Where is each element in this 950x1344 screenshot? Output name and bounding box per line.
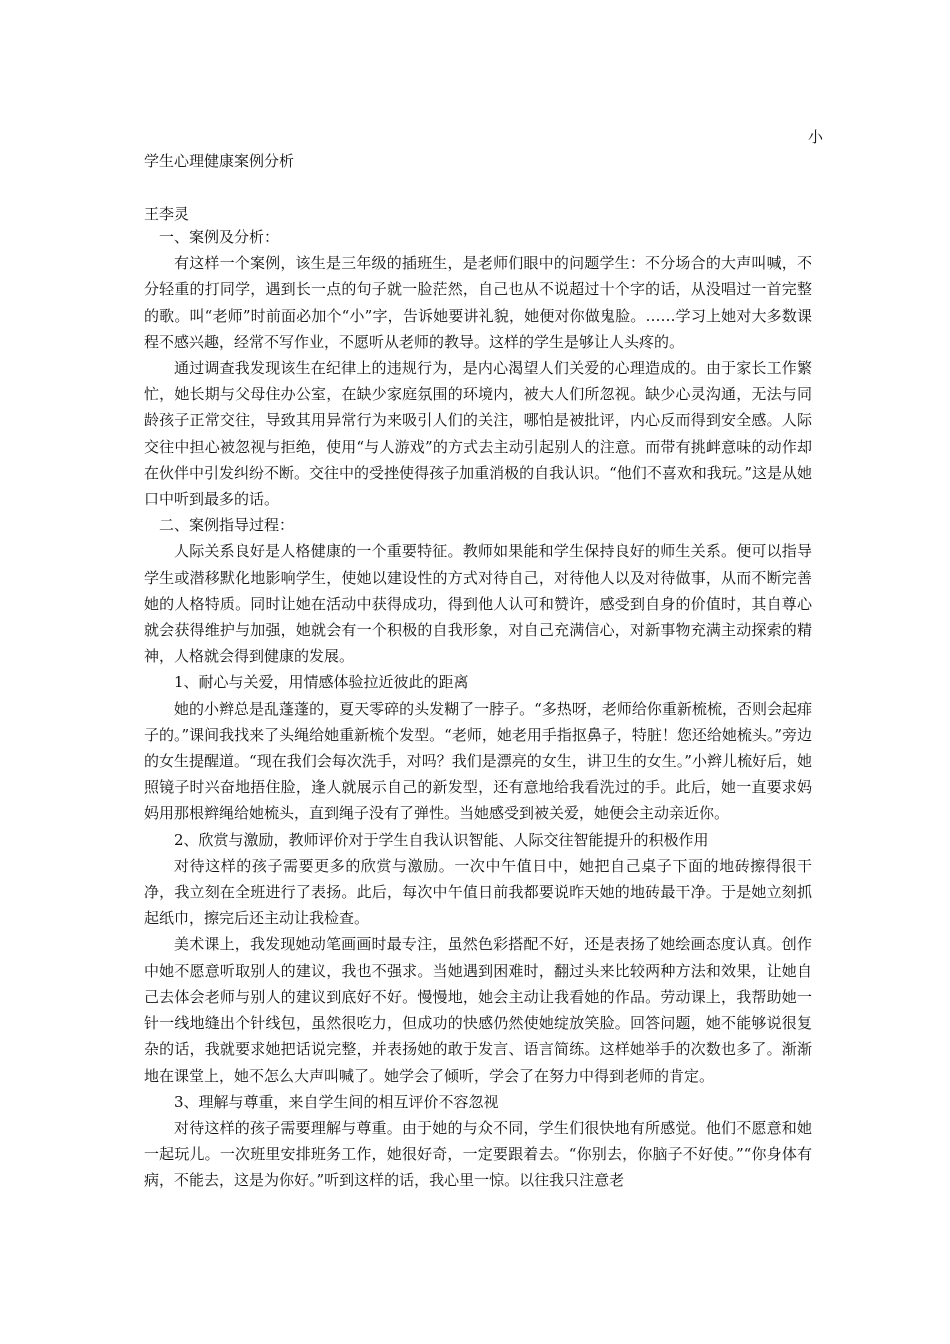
paragraph-patience-care: 她的小辫总是乱蓬蓬的，夏天零碎的头发糊了一脖子。“多热呀，老师给你重新梳梳，否则会起痱子的。”课间我找来了头绳给她重新梳个发型。“老师，她老用手指抠鼻子，特脏！您还给她梳头。”旁边的女生提醒道。“现在我们会每次洗手，对吗？我们是漂亮的女生，讲卫生的女生。”小辫儿梳好后，她照镜子时兴奋地捂住脸，逢人就展示自己的新发型，还有意地给我看洗过的手。此后，她一直要求妈妈用那根辫绳给她梳头，直到绳子没有了弹性。当她感受到被关爱，她便会主动亲近你。: [144, 699, 813, 823]
header-corner-char: 小: [808, 128, 824, 146]
paragraph-understanding-respect: 对待这样的孩子需要理解与尊重。由于她的与众不同，学生们很快地有所感觉。他们不愿意和她一起玩儿。一次班里安排班务工作，她很好奇，一定要跟着去。“你别去，你脑子不好使。”“你身体有病，不能去，这是为你好。”听到这样的话，我心里一惊。以往我只注意老: [144, 1118, 812, 1190]
subheading-understanding-respect: 3、理解与尊重，来自学生间的相互评价不容忽视: [174, 1092, 499, 1111]
paragraph-appreciation-2: 美术课上，我发现她动笔画画时最专注，虽然色彩搭配不好，还是表扬了她绘画态度认真。创作中她不愿意听取别人的建议，我也不强求。当她遇到困难时，翻过头来比较两种方法和效果，让她自己去体会老师与别人的建议到底好不好。慢慢地，她会主动让我看她的作品。劳动课上，我帮助她一针一线地缝出个针线包，虽然很吃力，但成功的快感仍然使她绽放笑脸。回答问题，她不能够说很复杂的话，我就要求她把话说完整，并表扬她的敢于发言、语言简练。这样她举手的次数也多了。渐渐地在课堂上，她不怎么大声叫喊了。她学会了倾听，学会了在努力中得到老师的肯定。: [144, 935, 812, 1085]
paragraph-case-description: 有这样一个案例，该生是三年级的插班生，是老师们眼中的问题学生：不分场合的大声叫喊，不分轻重的打同学，遇到长一点的句子就一脸茫然，自己也从不说超过十个字的话，从没唱过一首完整的歌。叫“老师”时前面必加个“小”字，告诉她要讲礼貌，她便对你做鬼脸。……学习上她对大多数课程不感兴趣，经常不写作业，不愿听从老师的教导。这样的学生是够让人头疼的。: [144, 254, 812, 351]
subheading-appreciation-encouragement: 2、欣赏与激励，教师评价对于学生自我认识智能、人际交往智能提升的积极作用: [174, 830, 709, 849]
section-heading-case-analysis: 一、案例及分析：: [159, 228, 280, 246]
paragraph-appreciation-1: 对待这样的孩子需要更多的欣赏与激励。一次中午值日中，她把自己桌子下面的地砖擦得很干净，我立刻在全班进行了表扬。此后，每次中午值日前我都要说昨天她的地砖最干净。于是她立刻抓起纸巾，擦完后还主动让我检查。: [144, 856, 812, 928]
section-heading-guidance-process: 二、案例指导过程：: [159, 516, 295, 535]
author-name: 王李灵: [144, 205, 190, 223]
document-body: [144, 224, 812, 1194]
subheading-patience-care: 1、耐心与关爱，用情感体验拉近彼此的距离: [174, 673, 469, 692]
paragraph-guidance-intro: 人际关系良好是人格健康的一个重要特征。教师如果能和学生保持良好的师生关系。便可以指导学生或潜移默化地影响学生，使她以建设性的方式对待自己，对待他人以及对待做事，从而不断完善她的人格特质。同时让她在活动中获得成功，得到他人认可和赞许，感受到自身的价值时，其自尊心就会获得维护与加强，她就会有一个积极的自我形象，对自己充满信心，对新事物充满主动探索的精神，人格就会得到健康的发展。: [144, 542, 812, 666]
document-title: 学生心理健康案例分析: [144, 152, 295, 170]
paragraph-case-cause: 通过调查我发现该生在纪律上的违规行为，是内心渴望人们关爱的心理造成的。由于家长工作繁忙，她长期与父母住办公室，在缺少家庭氛围的环境内，被大人们所忽视。缺少心灵沟通，无法与同龄孩子正常交往，导致其用异常行为来吸引人们的关注，哪怕是被批评，内心反而得到安全感。人际交往中担心被忽视与拒绝，使用“与人游戏”的方式去主动引起别人的注意。而带有挑衅意味的动作却在伙伴中引发纠纷不断。交往中的受挫使得孩子加重消极的自我认识。“他们不喜欢和我玩。”这是从她口中听到最多的话。: [144, 359, 812, 509]
